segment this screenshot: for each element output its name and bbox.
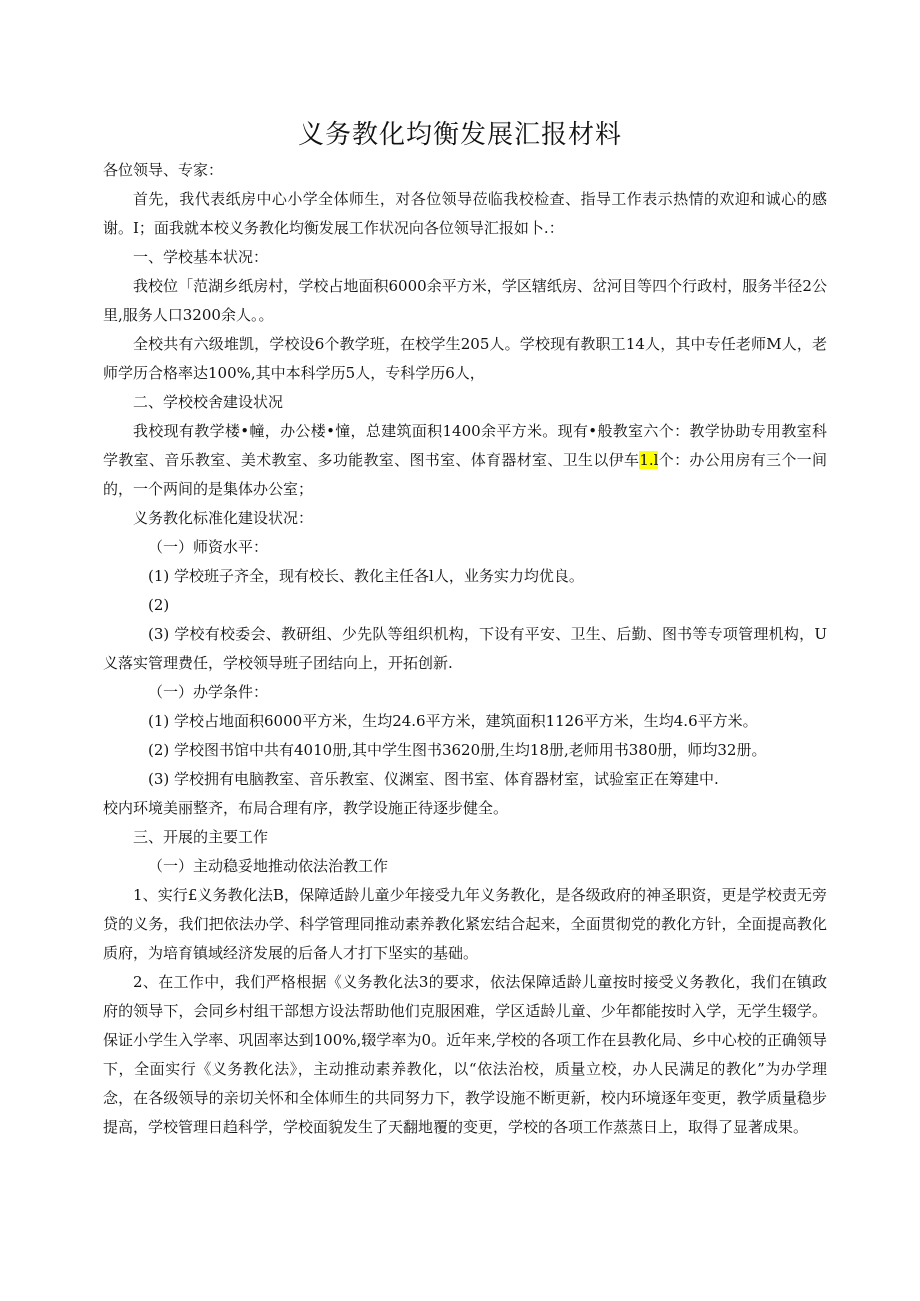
salutation: 各位领导、专家： xyxy=(103,161,224,179)
paragraph-staff: 全校共有六级堆凯，学校设6个教学班，在校学生205人。学校现有教职工14人，其中专任老师M人，老师学历合格率达100%,其中本科学历5人，专科学历6人， xyxy=(103,335,827,382)
section-heading-2: 二、学校校舍建设状况 xyxy=(133,393,284,411)
item-1-area: (1) 学校占地面积6000平方米，生均24.6平方米，建筑面积1126平方米，生均4.6平方米。 xyxy=(148,712,758,730)
paragraph-buildings-text-a: 我校现有教学楼•幢，办公楼•憧，总建筑面积1400余平方米。现有•般教室六个：教学协助专用教室科学教室、音乐教室、美术教室、多功能教室、图书室、体育器材室、卫生以伊车 xyxy=(103,422,827,469)
paragraph-buildings xyxy=(103,417,827,504)
section-heading-3: 三、开展的主要工作 xyxy=(133,828,269,846)
paragraph-intro: 首先，我代表纸房中心小学全体师生，对各位领导莅临我校检查、指导工作表示热情的欢迎和诚心的感谢。I；面我就本校义务教化均衡发展工作状况向各位领导汇报如卜.： xyxy=(103,190,827,237)
paragraph-environment: 校内环境美丽整齐，布局合理有序，教学设施正待逐步健全。 xyxy=(103,799,509,817)
paragraph-law-1: 1、实行£义务教化法B，保障适龄儿童少年接受九年义务教化，是各级政府的神圣职资，更是学校责无旁贷的义务，我们把依法办学、科学管理同推动素养教化紧宏结合起来，全面贯彻党的教化方针，全面提高教化质府，为培育镇域经济发展的后备人才打下坚实的基础。 xyxy=(103,886,827,962)
document-body xyxy=(103,156,827,1142)
item-3-organization: (3) 学校有校委会、教研组、少先队等组织机构，下设有平安、卫生、后勤、图书等专项管理机构，U义落实管理费任，学校领导班子团结向上，开拓创新. xyxy=(103,625,827,672)
section-heading-1: 一、学校基本状况： xyxy=(133,248,269,266)
subheading-teachers: （一）师资水平： xyxy=(148,538,269,556)
highlighted-text: 1.l xyxy=(639,451,659,469)
subheading-law: （一）主动稳妥地推动依法治教工作 xyxy=(148,857,389,875)
item-2-library: (2) 学校图书馆中共有4010册,其中学生图书3620册,生均18册,老师用书380册，师均32册。 xyxy=(148,741,767,759)
item-1-leadership: (1) 学校班子齐全，现有校长、教化主任各l人，业务实力均优良。 xyxy=(148,567,584,585)
document-title: 义务教化均衡发展汇报材料 xyxy=(297,120,622,150)
subheading-conditions: （一）办学条件： xyxy=(148,683,269,701)
paragraph-buildings-text-b: 个：办公用房有三个一间的，一个两间的是集体办公室； xyxy=(103,451,827,498)
item-3-facilities: (3) 学校拥有电脑教室、音乐教室、仪渊室、图书室、体育器材室，试验室正在筹建中. xyxy=(148,770,719,788)
paragraph-location: 我校位「范湖乡纸房村，学校占地面积6000余平方米，学区辖纸房、岔河目等四个行政村，服务半径2公里,服务人口3200余人。。 xyxy=(103,277,827,324)
section-heading-standardization: 义务教化标准化建设状况： xyxy=(133,509,314,527)
item-2-empty: (2) xyxy=(148,596,170,614)
paragraph-law-2: 2、在工作中，我们严格根据《义务教化法3的要求，依法保障适龄儿童按时接受义务教化，我们在镇政府的领导下，会同乡村组干部想方设法帮助他们克服困难，学区适龄儿童、少年都能按时入学，无学生辍学。保证小学生入学率、巩固率达到100%,辍学率为0。近年来,学校的各项工作在县教化局、乡中心校的正确领导下，全面实行《义务教化法》，主动推动素养教化，以“依法治校，质量立校，办人民满足的教化”为办学理念，在各级领导的亲切关怀和全体师生的共同努力下，教学设施不断更新，校内环境逐年变更，教学质量稳步提高，学校管理日趋科学，学校面貌发生了天翻地覆的变更，学校的各项工作蒸蒸日上，取得了显著成果。 xyxy=(103,973,827,1136)
